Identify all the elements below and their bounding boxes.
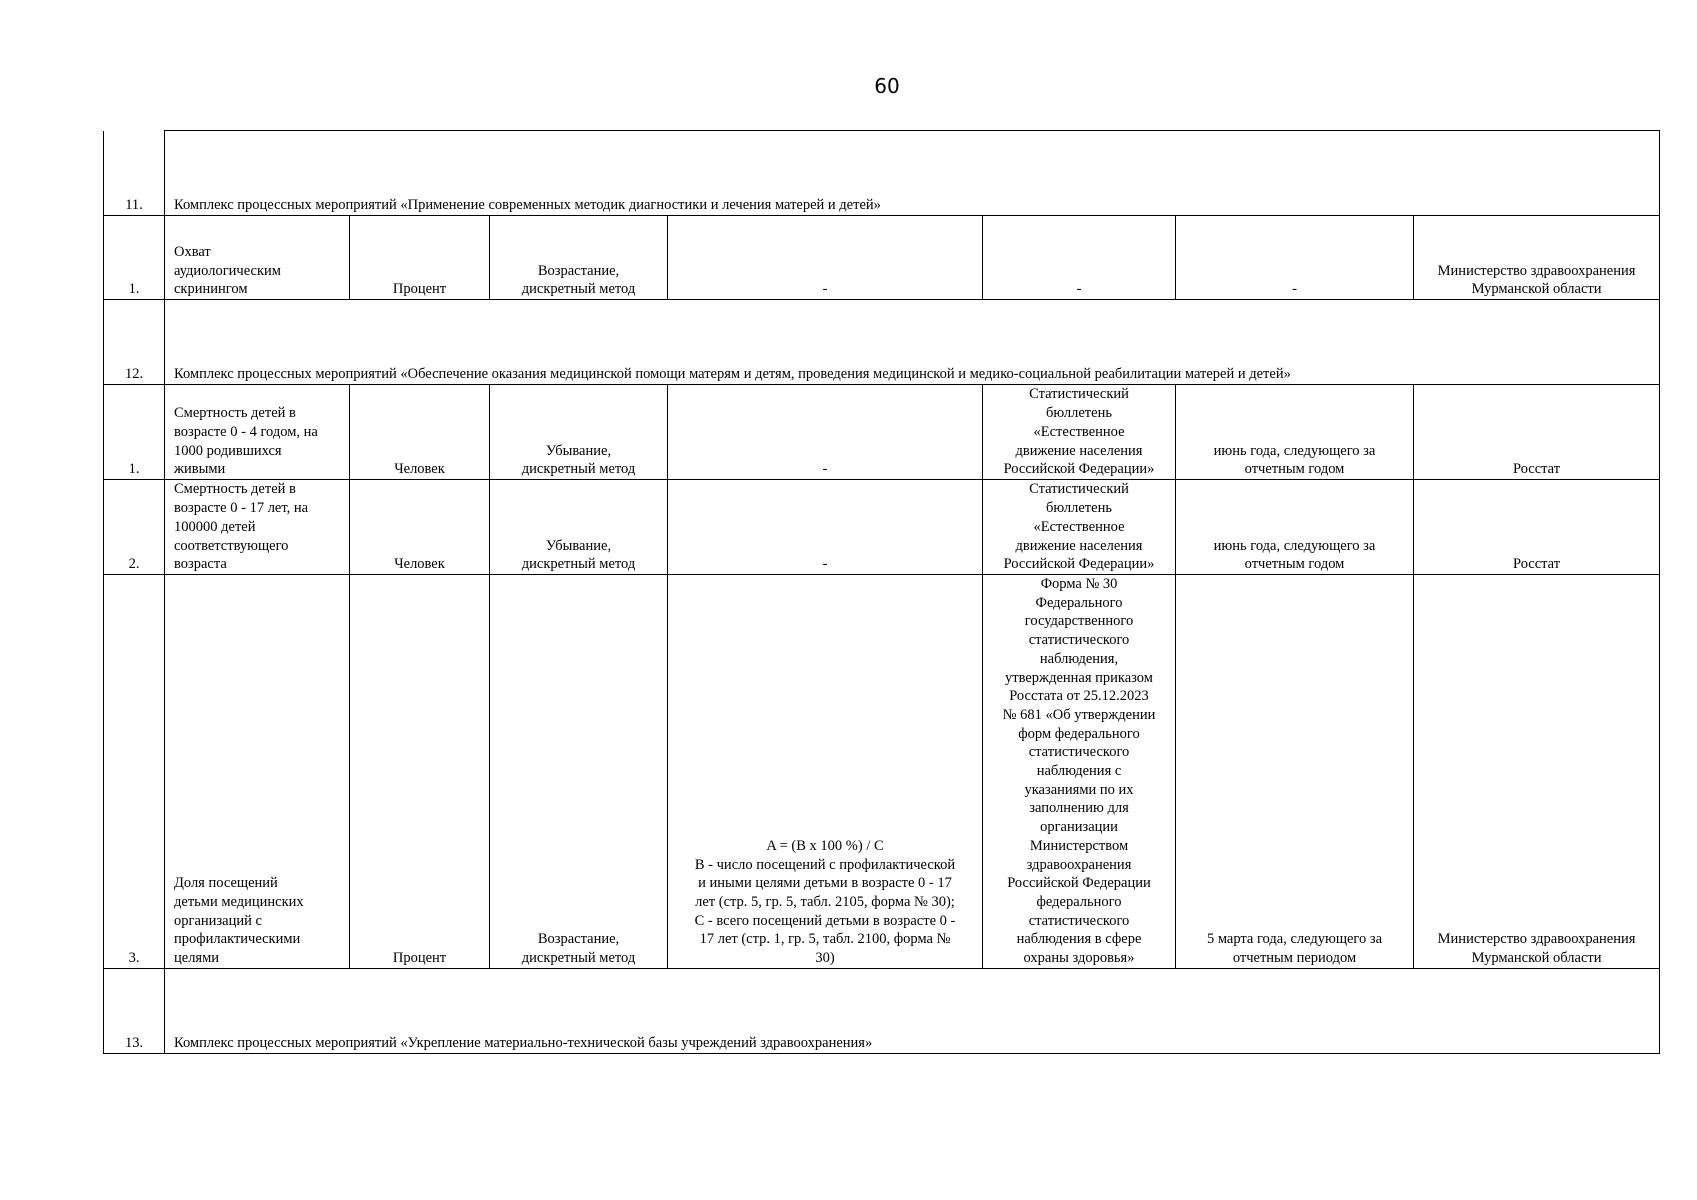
responsible-cell: Росстат — [1414, 480, 1660, 575]
trend-cell: Возрастание, дискретный метод — [490, 575, 668, 969]
responsible-cell: Министерство здравоохранения Мурманской области — [1414, 575, 1660, 969]
row-number: 1. — [104, 385, 165, 480]
responsible-cell: Министерство здравоохранения Мурманской области — [1414, 216, 1660, 300]
section-row — [104, 131, 1660, 216]
section-title: Комплекс процессных мероприятий «Применение современных методик диагностики и лечения матерей и детей» — [165, 131, 1660, 216]
indicator-name: Смертность детей в возрасте 0 - 4 годом, на 1000 родившихся живыми — [165, 385, 350, 480]
indicator-name: Доля посещений детьми медицинских организаций с профилактическими целями — [165, 575, 350, 969]
table-row — [104, 480, 1660, 575]
indicators-table — [103, 130, 1660, 1054]
row-number: 2. — [104, 480, 165, 575]
section-number: 12. — [104, 300, 165, 385]
responsible-cell: Росстат — [1414, 385, 1660, 480]
method-cell: A = (B x 100 %) / C B - число посещений с профилактической и иными целями детьми в возрасте 0 - 17 лет (стр. 5, гр. 5, табл. 2105, форма № 30); C - всего посещений детьми в возрасте 0 - 17 лет (стр. 1, гр. 5, табл. 2100, форма № 30) — [668, 575, 983, 969]
section-title: Комплекс процессных мероприятий «Укрепление материально-технической базы учреждений здравоохранения» — [165, 968, 1660, 1053]
source-cell: Статистический бюллетень «Естественное движение населения Российской Федерации» — [983, 480, 1176, 575]
source-cell: Форма № 30 Федерального государственного статистического наблюдения, утвержденная приказом Росстата от 25.12.2023 № 681 «Об утверждении форм федерального статистического наблюдения с указаниями по их заполнению для организации Министерством здравоохранения Российской Федерации федерального статистического наблюдения в сфере охраны здоровья» — [983, 575, 1176, 969]
row-number: 1. — [104, 216, 165, 300]
unit-cell: Процент — [350, 575, 490, 969]
method-cell: - — [668, 480, 983, 575]
deadline-cell: - — [1176, 216, 1414, 300]
deadline-cell: 5 марта года, следующего за отчетным периодом — [1176, 575, 1414, 969]
section-number: 13. — [104, 968, 165, 1053]
method-cell: - — [668, 385, 983, 480]
table-row — [104, 575, 1660, 969]
unit-cell: Человек — [350, 480, 490, 575]
deadline-cell: июнь года, следующего за отчетным годом — [1176, 480, 1414, 575]
method-cell: - — [668, 216, 983, 300]
table-row — [104, 216, 1660, 300]
section-number: 11. — [104, 131, 165, 216]
unit-cell: Человек — [350, 385, 490, 480]
indicator-name: Смертность детей в возрасте 0 - 17 лет, на 100000 детей соответствующего возраста — [165, 480, 350, 575]
trend-cell: Возрастание, дискретный метод — [490, 216, 668, 300]
deadline-cell: июнь года, следующего за отчетным годом — [1176, 385, 1414, 480]
table-row — [104, 385, 1660, 480]
section-row — [104, 968, 1660, 1053]
section-title: Комплекс процессных мероприятий «Обеспечение оказания медицинской помощи матерям и детям, проведения медицинской и медико-социальной реабилитации матерей и детей» — [165, 300, 1660, 385]
source-cell: Статистический бюллетень «Естественное движение населения Российской Федерации» — [983, 385, 1176, 480]
trend-cell: Убывание, дискретный метод — [490, 480, 668, 575]
unit-cell: Процент — [350, 216, 490, 300]
source-cell: - — [983, 216, 1176, 300]
page-number: 60 — [874, 74, 900, 98]
row-number: 3. — [104, 575, 165, 969]
indicator-name: Охват аудиологическим скринингом — [165, 216, 350, 300]
trend-cell: Убывание, дискретный метод — [490, 385, 668, 480]
section-row — [104, 300, 1660, 385]
